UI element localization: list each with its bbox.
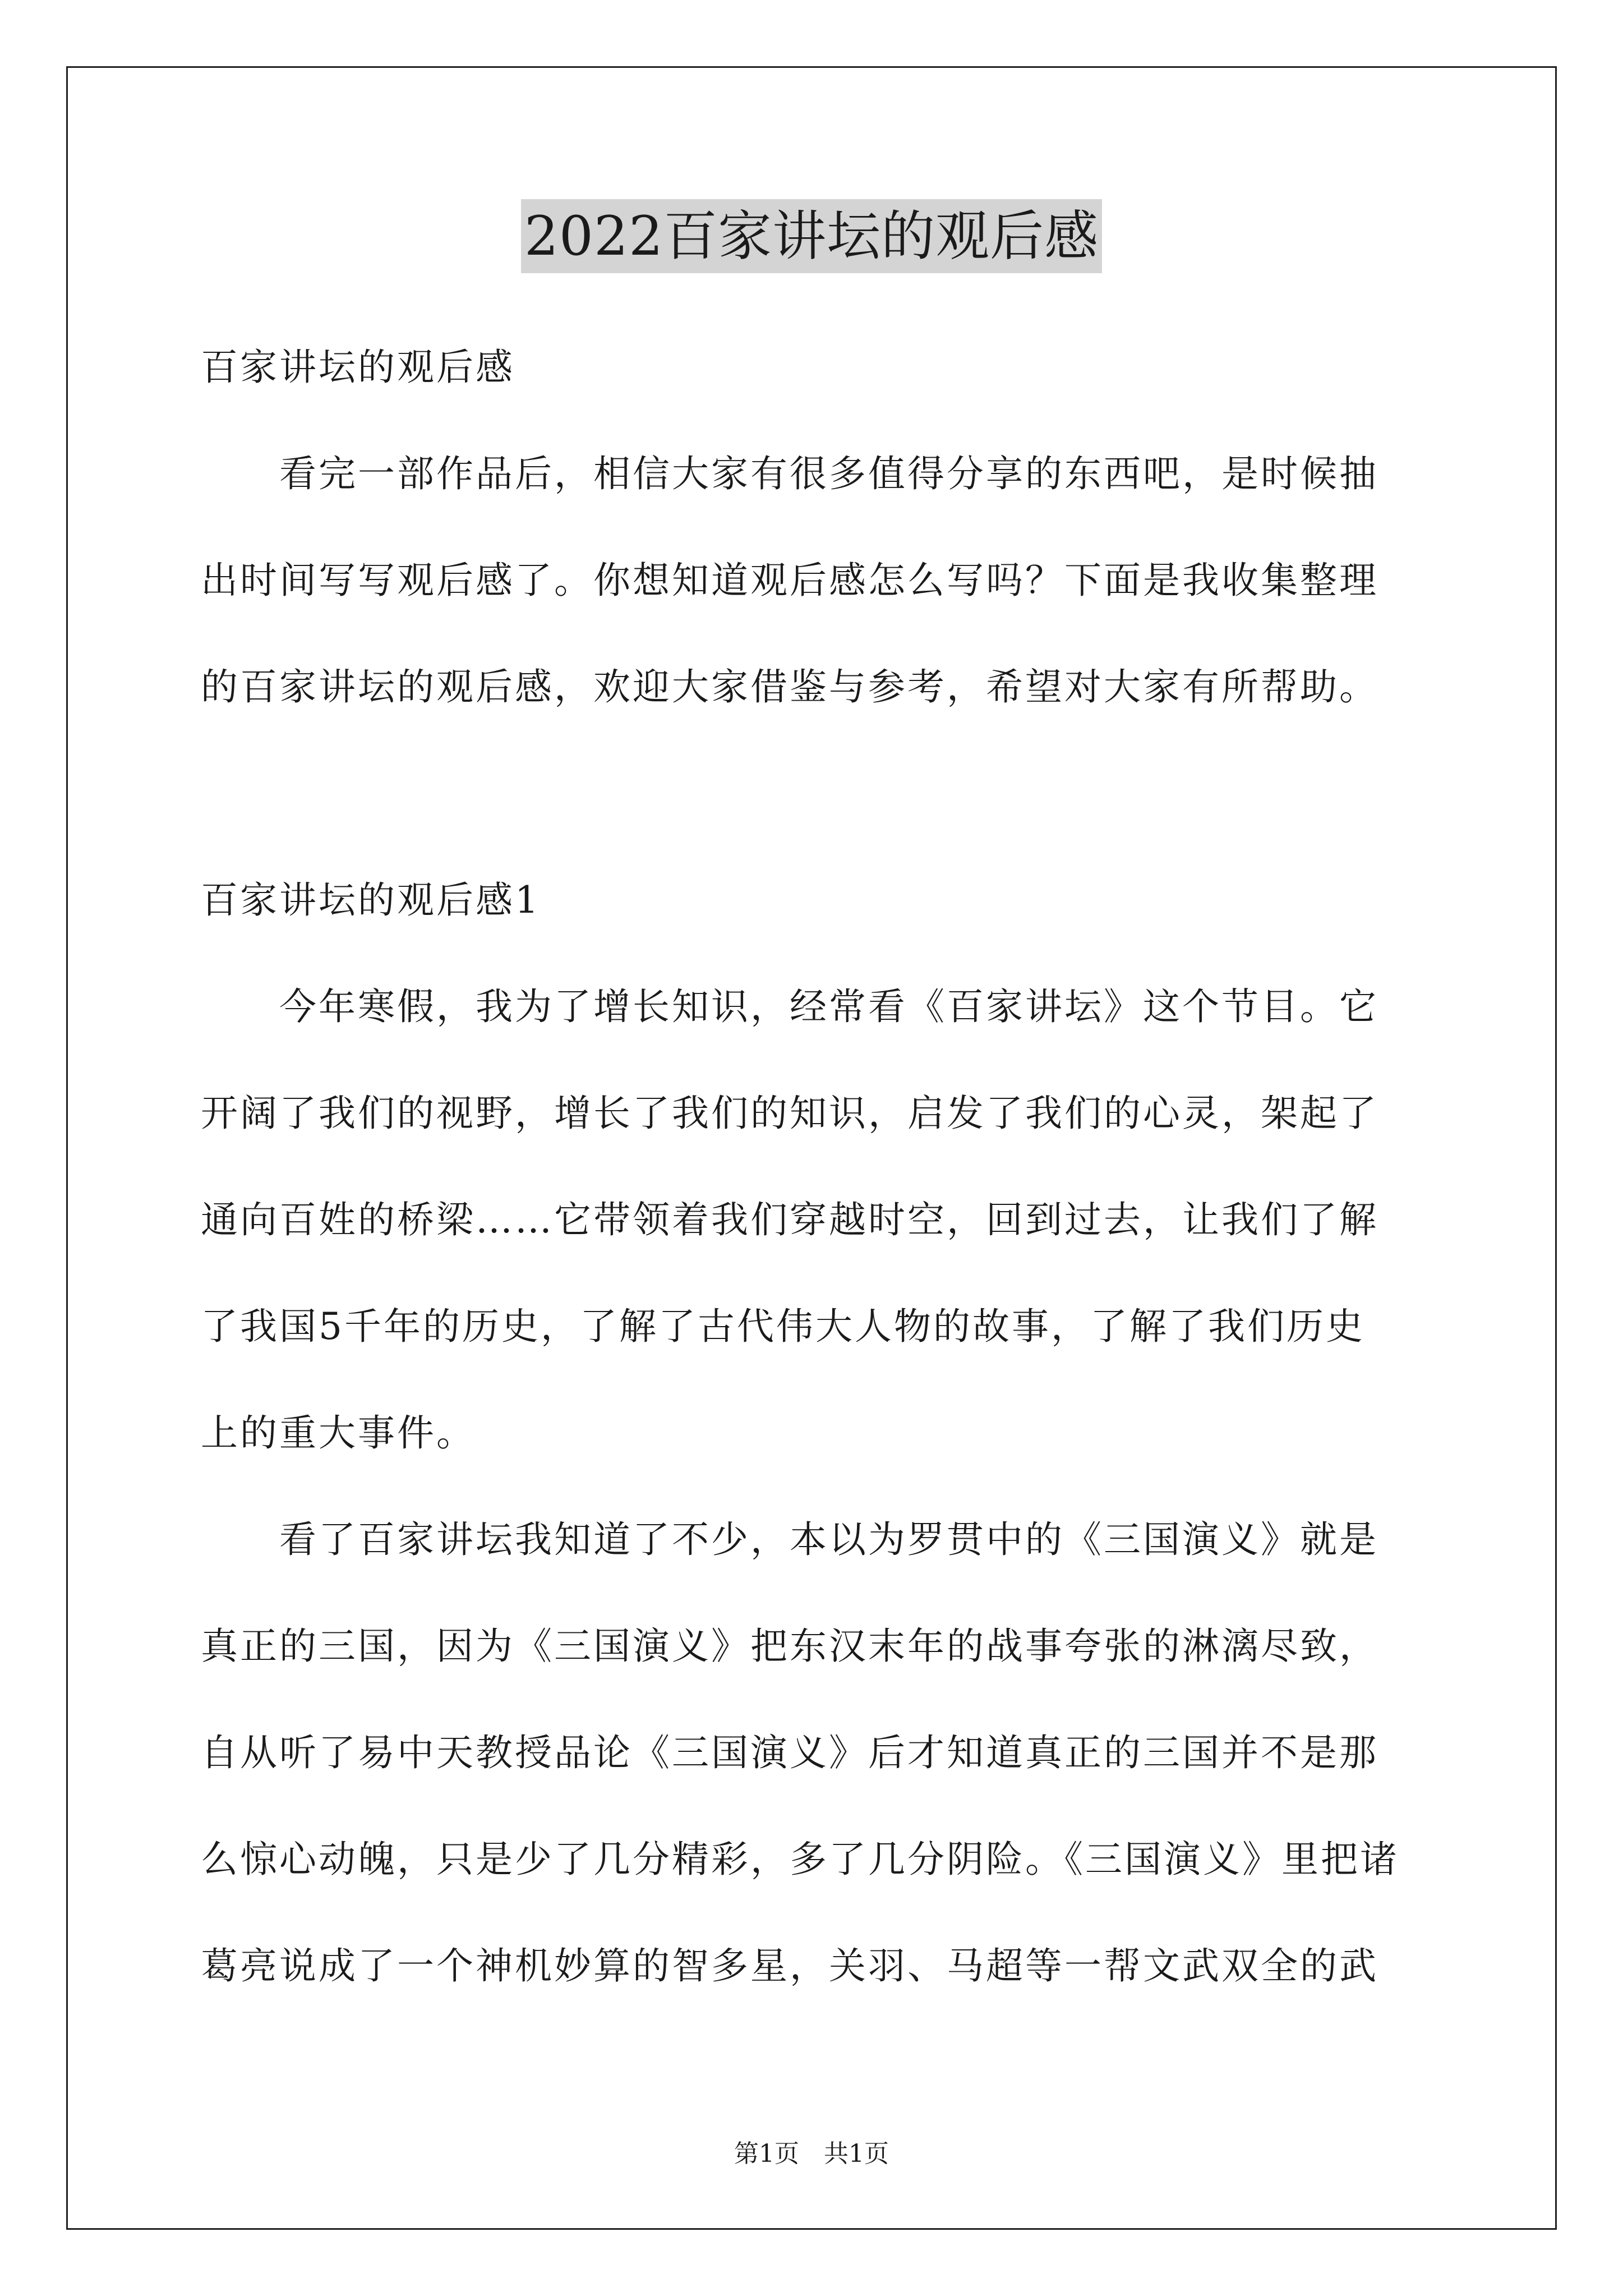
paragraph-line: 了我国5千年的历史，了解了古代伟大人物的故事，了解了我们历史 (201, 1305, 1365, 1348)
paragraph-line: 今年寒假，我为了增长知识，经常看《百家讲坛》这个节目。它 (279, 985, 1378, 1028)
intro-line: 出时间写写观后感了。你想知道观后感怎么写吗？下面是我收集整理 (201, 559, 1378, 602)
title-container (0, 199, 1623, 273)
document-body (201, 314, 1435, 2019)
paragraph-line: 自从听了易中天教授品论《三国演义》后才知道真正的三国并不是那 (201, 1731, 1378, 1774)
paragraph-gap (201, 740, 1435, 847)
paragraph-line: 开阔了我们的视野，增长了我们的知识，启发了我们的心灵，架起了 (201, 1092, 1378, 1135)
document-title: 2022百家讲坛的观后感 (521, 199, 1102, 273)
paragraph-line: 么惊心动魄，只是少了几分精彩，多了几分阴险。《三国演义》里把诸 (201, 1838, 1399, 1881)
paragraph-line: 葛亮说成了一个神机妙算的智多星，关羽、马超等一帮文武双全的武 (201, 1944, 1378, 1987)
paragraph-line: 真正的三国，因为《三国演义》把东汉末年的战事夸张的淋漓尽致， (201, 1625, 1378, 1668)
paragraph-line: 通向百姓的桥梁……它带领着我们穿越时空，回到过去，让我们了解 (201, 1198, 1378, 1241)
section-heading: 百家讲坛的观后感1 (201, 878, 541, 922)
subtitle: 百家讲坛的观后感 (201, 346, 515, 389)
intro-line: 的百家讲坛的观后感，欢迎大家借鉴与参考，希望对大家有所帮助。 (201, 665, 1378, 708)
page-footer: 第1页 共1页 (734, 2139, 889, 2168)
intro-line: 看完一部作品后，相信大家有很多值得分享的东西吧，是时候抽 (279, 452, 1378, 495)
paragraph-line: 看了百家讲坛我知道了不少，本以为罗贯中的《三国演义》就是 (279, 1518, 1378, 1561)
paragraph-line: 上的重大事件。 (201, 1411, 476, 1455)
